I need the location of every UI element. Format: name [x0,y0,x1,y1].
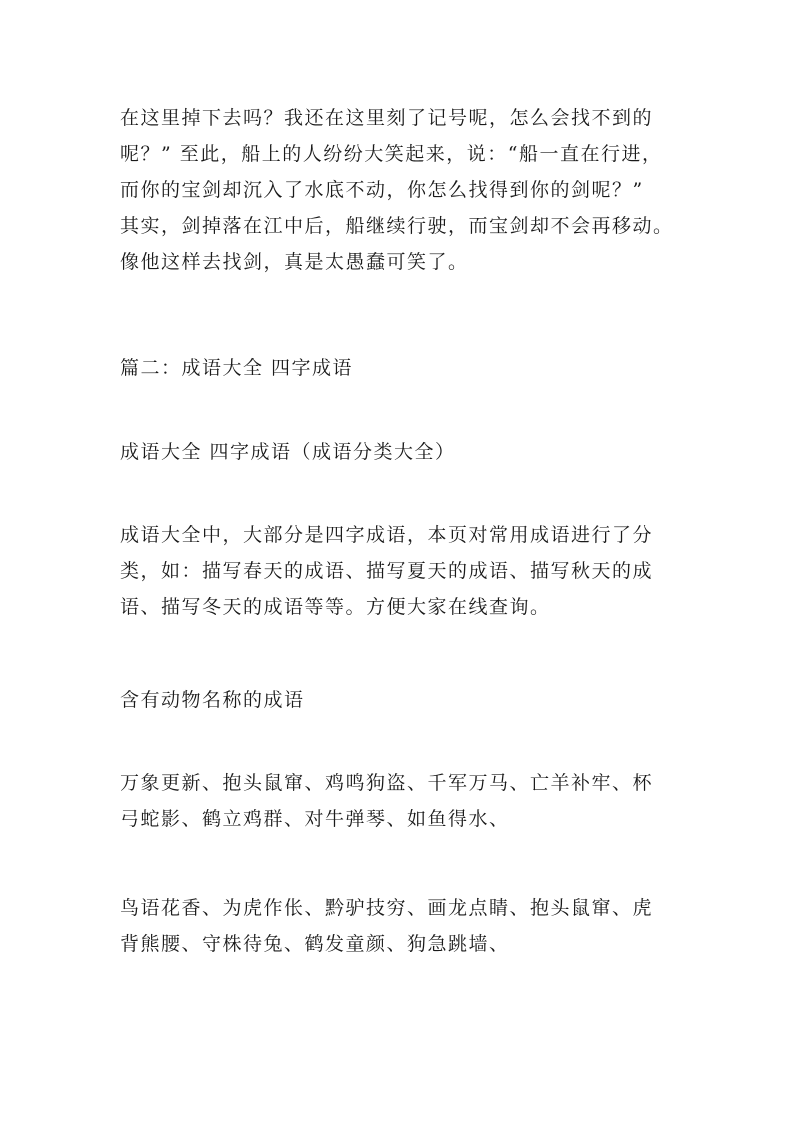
paragraph-line: 成语大全中，大部分是四字成语，本页对常用成语进行了分 [120,524,654,546]
paragraph-line: 其实，剑掉落在江中后，船继续行驶，而宝剑却不会再移动。 [120,215,674,237]
paragraph-line: 像他这样去找剑，真是太愚蠢可笑了。 [120,251,469,273]
section-heading [120,350,680,386]
document-subtitle [120,434,680,470]
section-heading-text: 篇二：成语大全 四字成语 [120,357,354,379]
paragraph-line: 呢？” 至此，船上的人纷纷大笑起来，说：“船一直在行进， [120,143,663,165]
idiom-line: 弓蛇影、鹤立鸡群、对牛弹琴、如鱼得水、 [120,808,510,830]
category-title [120,682,680,718]
paragraph-line: 类，如：描写春天的成语、描写夏天的成语、描写秋天的成 [120,560,654,582]
category-title-text: 含有动物名称的成语 [120,689,305,711]
paragraph-line: 而你的宝剑却沉入了水底不动，你怎么找得到你的剑呢？” [120,179,644,201]
idiom-list-2 [120,890,680,962]
story-ending-paragraph [120,100,680,280]
paragraph-line: 在这里掉下去吗？我还在这里刻了记号呢，怎么会找不到的 [120,107,654,129]
idiom-list-1 [120,765,680,837]
idiom-line: 背熊腰、守株待兔、鹤发童颜、狗急跳墙、 [120,933,510,955]
idiom-line: 万象更新、抱头鼠窜、鸡鸣狗盗、千军万马、亡羊补牢、杯 [120,772,654,794]
idiom-line: 鸟语花香、为虎作伥、黔驴技穷、画龙点睛、抱头鼠窜、虎 [120,897,654,919]
subtitle-text: 成语大全 四字成语（成语分类大全） [120,441,456,463]
intro-paragraph [120,517,680,625]
paragraph-line: 语、描写冬天的成语等等。方便大家在线查询。 [120,596,551,618]
